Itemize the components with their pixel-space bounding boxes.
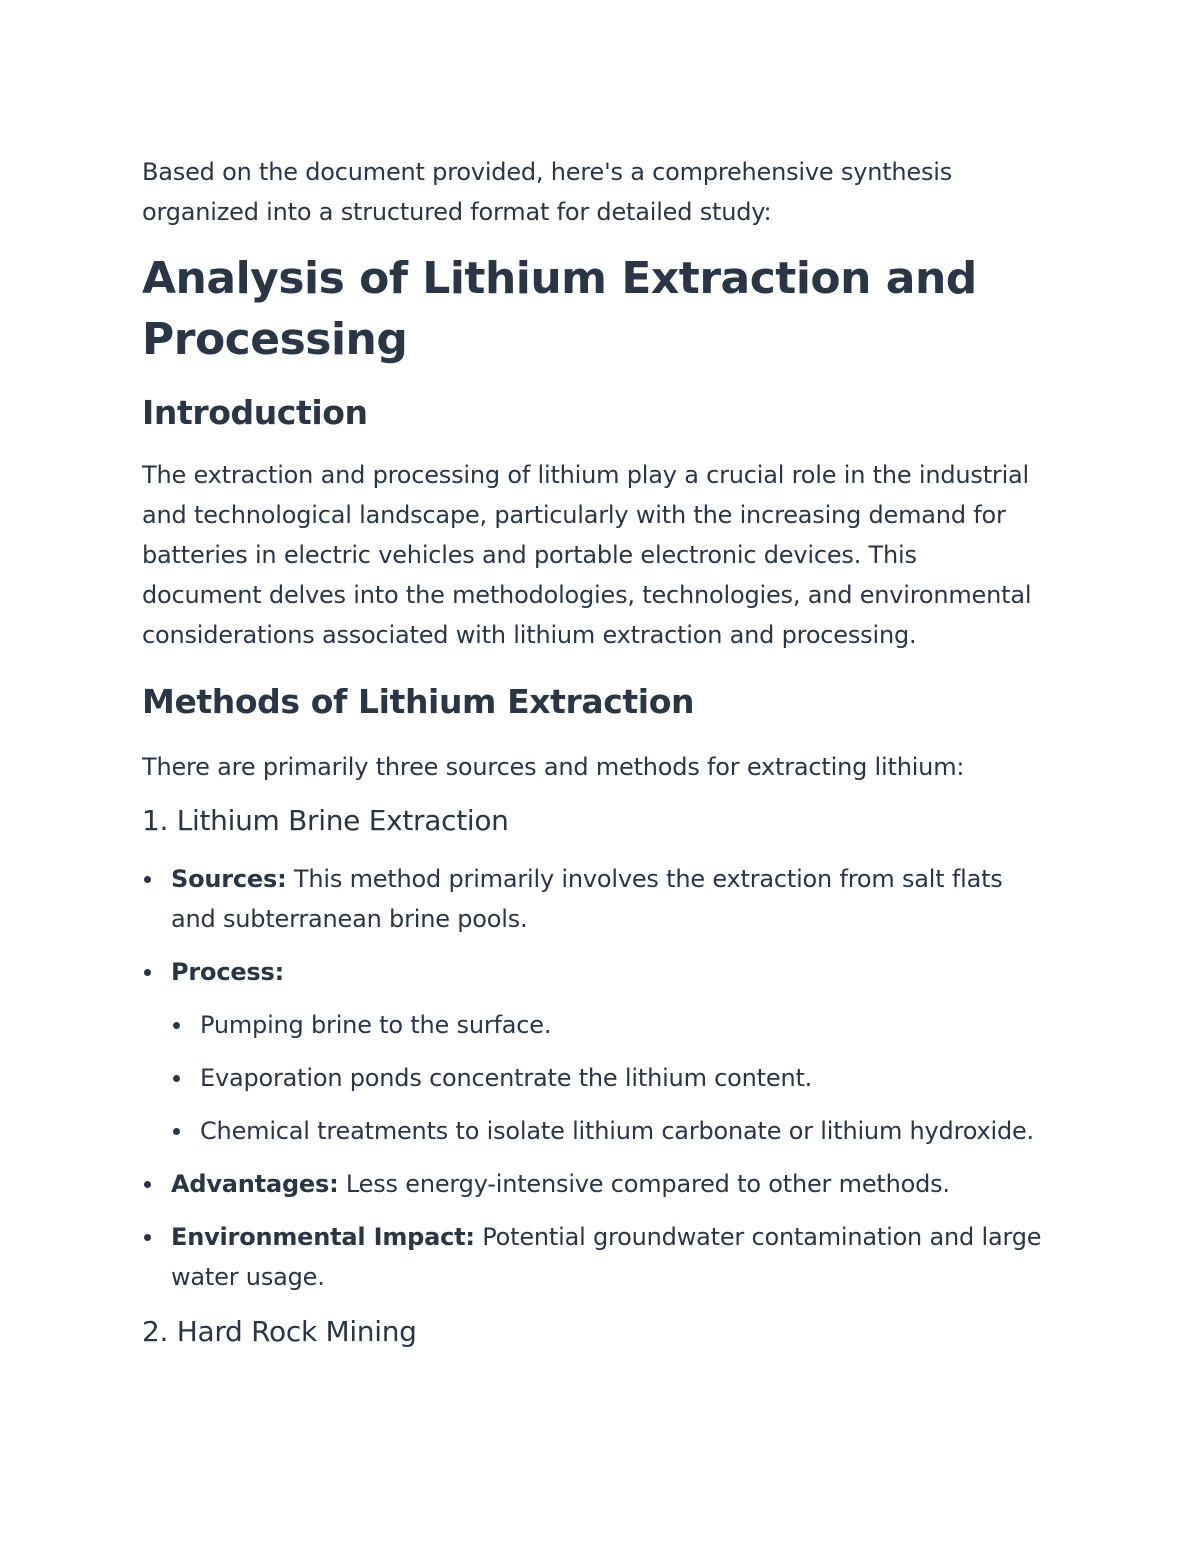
methods-heading: Methods of Lithium Extraction <box>142 682 695 721</box>
document-title <box>142 248 1062 370</box>
process-step-text: Chemical treatments to isolate lithium carbonate or lithium hydroxide. <box>200 1117 1034 1145</box>
list-item-process-step <box>142 1058 1062 1098</box>
intro-paragraph <box>142 152 1062 232</box>
introduction-line: The extraction and processing of lithium play a crucial role in the industrial <box>142 461 1030 489</box>
introduction-line: and technological landscape, particularly with the increasing demand for <box>142 501 1006 529</box>
sources-text-cont: and subterranean brine pools. <box>171 905 528 933</box>
hard-rock-heading: 2. Hard Rock Mining <box>142 1315 417 1348</box>
intro-line-1: Based on the document provided, here's a comprehensive synthesis <box>142 158 953 186</box>
introduction-line: batteries in electric vehicles and portable electronic devices. This <box>142 541 917 569</box>
introduction-heading: Introduction <box>142 393 368 432</box>
impact-text: Potential groundwater contamination and large <box>474 1223 1042 1251</box>
process-step-text: Pumping brine to the surface. <box>200 1011 552 1039</box>
list-item-process-step <box>142 1005 1062 1045</box>
brine-heading: 1. Lithium Brine Extraction <box>142 804 509 837</box>
list-item-process <box>142 952 1062 992</box>
advantages-text: Less energy-intensive compared to other methods. <box>338 1170 950 1198</box>
list-item-advantages <box>142 1164 1062 1204</box>
impact-text-cont: water usage. <box>171 1263 325 1291</box>
advantages-label: Advantages: <box>171 1170 339 1198</box>
brine-list <box>142 859 1062 1297</box>
methods-lead: There are primarily three sources and methods for extracting lithium: <box>142 753 965 781</box>
list-item-environmental-impact <box>142 1217 1062 1297</box>
list-item-sources <box>142 859 1062 939</box>
document-page <box>142 152 1062 1350</box>
introduction-line: considerations associated with lithium extraction and processing. <box>142 621 917 649</box>
impact-label: Environmental Impact: <box>171 1223 475 1251</box>
title-line-1: Analysis of Lithium Extraction and <box>142 253 977 304</box>
process-label: Process: <box>171 958 284 986</box>
sources-label: Sources: <box>171 865 287 893</box>
title-line-2: Processing <box>142 314 408 365</box>
introduction-line: document delves into the methodologies, technologies, and environmental <box>142 581 1032 609</box>
process-step-text: Evaporation ponds concentrate the lithium content. <box>200 1064 813 1092</box>
sources-text: This method primarily involves the extraction from salt flats <box>286 865 1003 893</box>
intro-line-2: organized into a structured format for detailed study: <box>142 198 772 226</box>
introduction-paragraph <box>142 455 1062 655</box>
list-item-process-step <box>142 1111 1062 1151</box>
